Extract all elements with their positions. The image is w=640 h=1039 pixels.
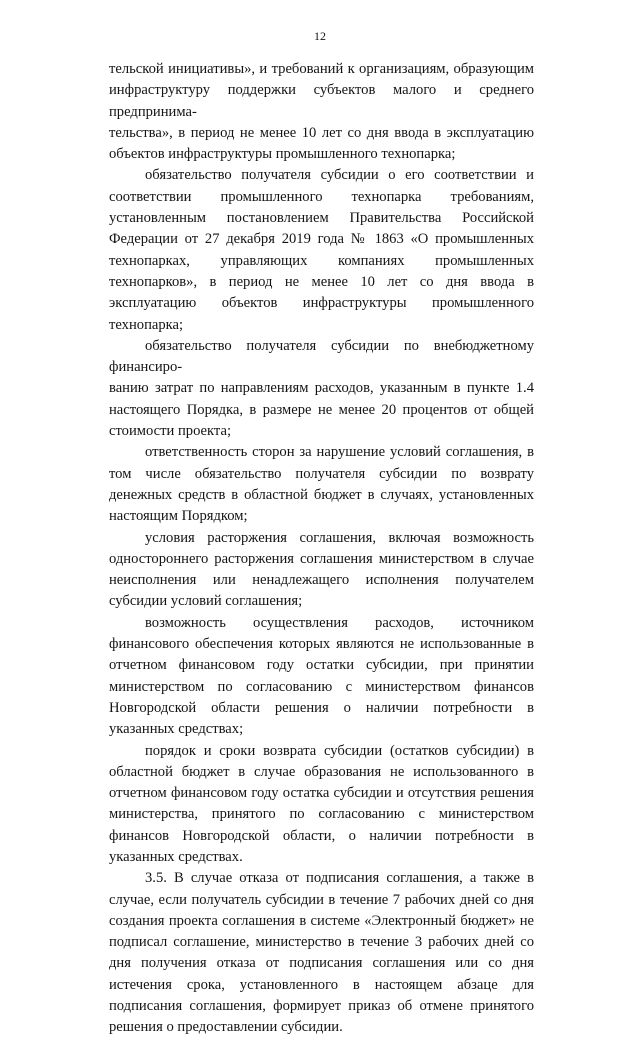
paragraph-termination-conditions: условия расторжения соглашения, включая возможность одностороннего расторжения соглашения министерством в случае неисполнения или ненадлежащего исполнения получателем субсидии условий соглашения; — [109, 529, 534, 610]
page-number: 12 — [314, 29, 326, 43]
paragraph-responsibility: ответственность сторон за нарушение условий соглашения, в том числе обязательство получателя субсидии по возврату денежных средств в областной бюджет в случаях, установленных настоящим Порядком; — [109, 444, 534, 525]
paragraph-refusal-3-5: 3.5. В случае отказа от подписания соглашения, а также в случае, если получатель субсидии в течение 7 рабочих дней со дня создания проекта соглашения в системе «Электронный бюджет» не подписал соглашение, министерство в течение 3 рабочих дней со дня получения отказа от подписания соглашения или со дня истечения срока, установленного в настоящем абзаце для подписания соглашения, формирует приказ об отмене принятого решения о предоставлении субсидии. — [109, 870, 534, 1036]
paragraph-extrabudgetary-financing: обязательство получателя субсидии по внебюджетному финансиро- ванию затрат по направлениям расходов, указанным в пункте 1.4 настоящего Порядка, в размере не менее 20 процентов от общей стоимости проекта; — [109, 337, 534, 440]
paragraph-continuation: тельской инициативы», и требований к организациям, образующим инфраструктуру поддержки субъектов малого и среднего предпринима- тельства», в период не менее 10 лет со дня ввода в эксплуатацию объектов инфраструктуры промышленного технопарка; — [109, 61, 534, 163]
document-body — [109, 59, 534, 1039]
paragraph-return-procedure: порядок и сроки возврата субсидии (остатков субсидии) в областной бюджет в случае образования не использованного в отчетном финансовом году остатка субсидии и отсутствия решения министерства, принятого по согласованию с министерством финансов Новгородской области, о наличии потребности в указанных средствах. — [109, 742, 534, 865]
paragraph-unused-balance-spending: возможность осуществления расходов, источником финансового обеспечения которых являются не использованные в отчетном финансовом году остатки субсидии, при принятии министерством по согласованию с министерством финансов Новгородской области решения о наличии потребности в указанных средствах; — [109, 614, 534, 738]
paragraph-compliance-obligation: обязательство получателя субсидии о его соответствии и соответствии промышленного технопарка требованиям, установленным постановлением Правительства Российской Федерации от 27 декабря 2019 года № 1863 «О промышленных технопарках, управляющих компаниях промышленных технопарков», в период не менее 10 лет со дня ввода в эксплуатацию объектов инфраструктуры промышленного технопарка; — [109, 167, 534, 333]
